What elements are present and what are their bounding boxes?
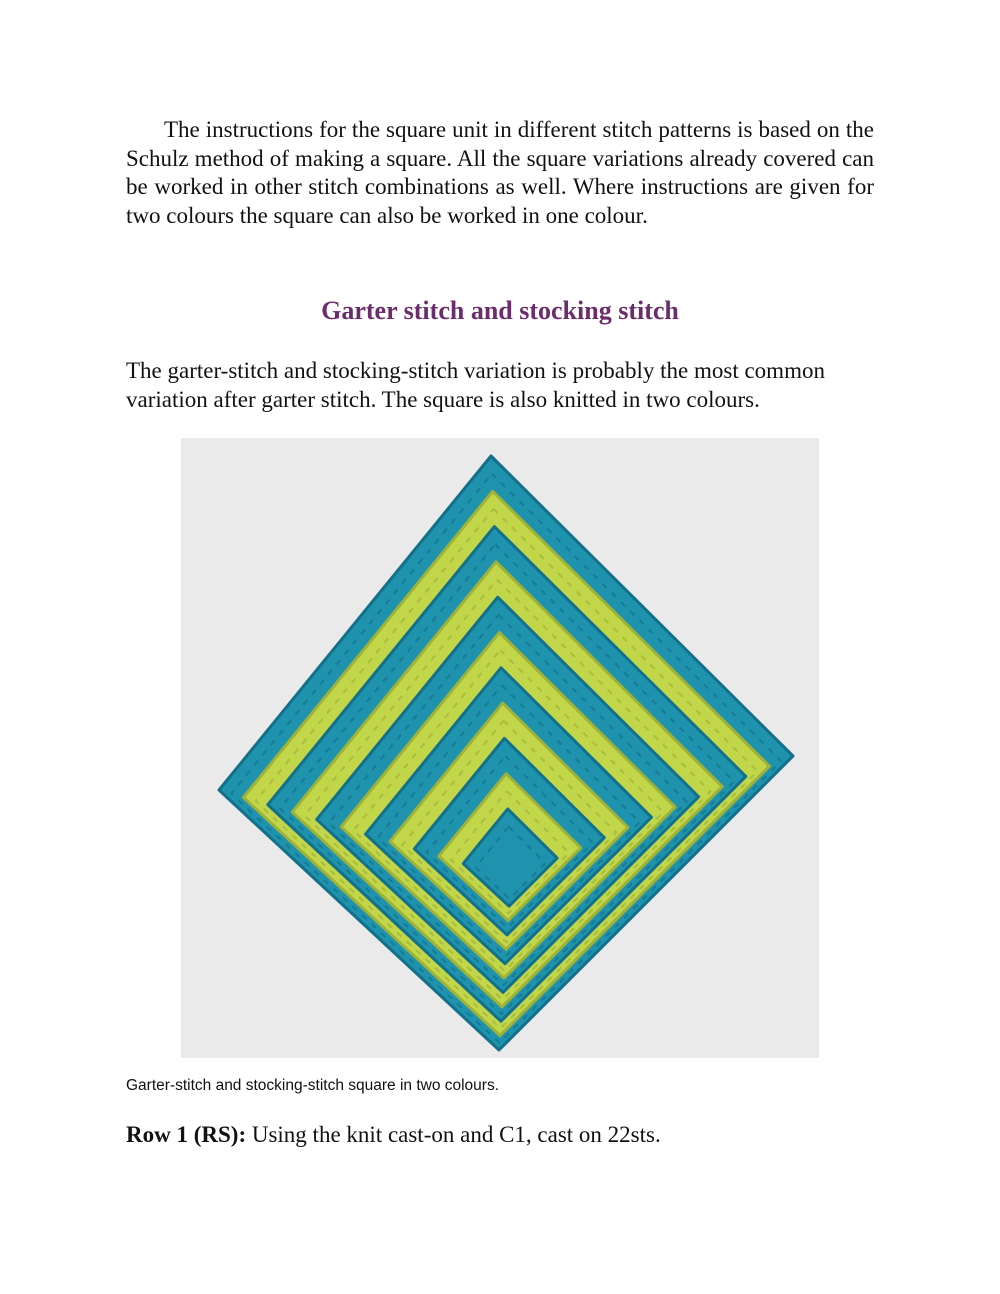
- row-instruction: [126, 1122, 661, 1148]
- row-instruction-label: Row 1 (RS):: [126, 1122, 247, 1147]
- knitted-square-illustration: [181, 438, 819, 1058]
- figure-caption: Garter-stitch and stocking-stitch square in two colours.: [126, 1077, 500, 1094]
- knitted-square-photo: [181, 438, 819, 1058]
- row-instruction-text: Using the knit cast-on and C1, cast on 22sts.: [246, 1122, 661, 1147]
- section-heading: Garter stitch and stocking stitch: [321, 296, 679, 325]
- description-paragraph: The garter-stitch and stocking-stitch variation is probably the most common variation after garter stitch. The square is also knitted in two colours.: [126, 358, 825, 412]
- intro-paragraph: The instructions for the square unit in different stitch patterns is based on the Schulz method of making a square. All the square variations already covered can be worked in other stitch combinations as well. Where instructions are given for two colours the square can also be worked in one colour.: [126, 117, 874, 228]
